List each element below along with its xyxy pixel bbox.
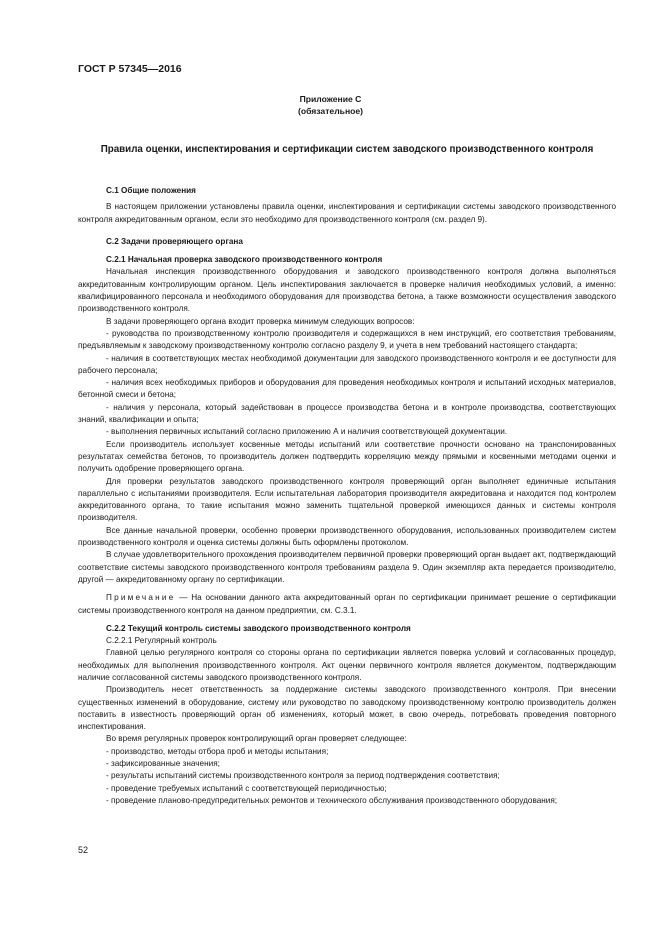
list-item: - выполнения первичных испытаний согласно приложению А и наличия соответствующей документации. [106, 427, 508, 437]
paragraph: Все данные начальной проверки, особенно проверки производственного оборудования, использованных производителем систем производственного контроля и оценка системы должны быть оформлены протоколом. [78, 525, 616, 548]
paragraph: Начальная инспекция производственного оборудования и заводского производственного контроля должна выполняться аккредитованным контролирующим органом. Цель инспектирования заключается в проверке наличия необходимых условий, а именно: квалифицированного персонала и необходимого оборудования для производства бетона, а также возможности осуществления заводского производственного контроля. [78, 267, 616, 314]
appendix-title: Правила оценки, инспектирования и сертификации систем заводского производственного контроля [100, 144, 594, 155]
subsection-heading: С.2.2 Текущий контроль системы заводского производственного контроля [106, 623, 411, 633]
list-item: - производство, методы отбора проб и методы испытания; [106, 746, 329, 756]
paragraph: Производитель несет ответственность за поддержание системы заводского производственного контроля. При внесении существенных изменений в оборудование, систему или руководство по заводскому производственному контролю производитель должен поставить в известность проверяющий орган об изменениях, который может, в свою очередь, потребовать проведения повторного инспектирования. [78, 685, 616, 732]
subsection-heading: С.2.1 Начальная проверка заводского производственного контроля [106, 255, 383, 265]
standard-id: ГОСТ Р 57345—2016 [78, 63, 182, 75]
section-heading: С.2 Задачи проверяющего органа [106, 236, 243, 246]
list-item: - результаты испытаний системы производственного контроля за период подтверждения соответствия; [106, 771, 500, 781]
list-item: - наличия у персонала, который задействован в процессе производства бетона и в контроле производства, соответствующих знаний, квалификации и опыта; [78, 402, 616, 425]
appendix-status: (обязательное) [297, 106, 364, 116]
list-item: - зафиксированные значения; [106, 759, 220, 769]
note [78, 592, 616, 617]
document-body [78, 185, 616, 807]
list-item: - наличия в соответствующих местах необходимой документации для заводского производственного контроля и ее доступности для рабочего персонала; [78, 353, 616, 375]
appendix-label: Приложение С [299, 94, 362, 104]
paragraph: Для проверки результатов заводского производственного контроля проверяющий орган выполняет единичные испытания параллельно с испытаниями производителя. Если испытательная лаборатория производителя аккредитована и находится под контролем аккредитованного органа, то такие испытания можно заменить тщательной проверкой имеющихся данных и системы контроля производителя. [78, 476, 616, 523]
paragraph: В настоящем приложении установлены правила оценки, инспектирования и сертификации системы заводского производственного контроля аккредитованным органом, если это необходимо для производственного контроля (см. раздел 9). [78, 202, 616, 224]
note-text: — На основании данного акта аккредитованный орган по сертификации принимает решение о сертификации системы производственного контроля на данном предприятии, см. С.3.1. [78, 593, 616, 615]
paragraph: В задачи проверяющего органа входит проверка минимум следующих вопросов: [106, 316, 415, 326]
paragraph: Во время регулярных проверок контролирующий орган проверяет следующее: [106, 734, 407, 744]
subsubsection-heading: С.2.2.1 Регулярный контроль [106, 636, 217, 646]
page-number: 52 [78, 845, 89, 855]
list-item: - руководства по производственному контролю производителя и содержащихся в нем инструкций, его соответствия требованиям, предъявляемым к заводскому производственному контролю согласно разделу 9, и учета в нем требований настоящего стандарта; [78, 328, 616, 351]
note-label: Примечание [106, 593, 176, 603]
paragraph: Главной целью регулярного контроля со стороны органа по сертификации является поверка условий и согласованных процедур, необходимых для выполнения производственного контроля. Акт оценки первичного контроля является документом, подтверждающим наличие согласованной системы заводского производственного контроля. [78, 648, 616, 682]
paragraph: В случае удовлетворительного прохождения производителем первичной проверки проверяющий орган выдает акт, подтверждающий соответствие системы заводского производственного контроля требованиям раздела 9. Один экземпляр акта передается производителю, другой — аккредитованному органу по сертификации. [78, 550, 616, 584]
paragraph: Если производитель использует косвенные методы испытаний или соответствие прочности основано на транспонированных результатах семейства бетонов, то производитель должен подтвердить корреляцию между прямыми и косвенными методами оценки и получить одобрение проверяющего органа. [78, 439, 616, 474]
list-item: - проведение требуемых испытаний с соответствующей периодичностью; [106, 783, 387, 793]
list-item: - наличия всех необходимых приборов и оборудования для проведения необходимых контроля и испытаний исходных материалов, бетонной смеси и бетона; [78, 378, 616, 400]
list-item: - проведение планово-предупредительных ремонтов и технического обслуживания производственного оборудования; [106, 795, 558, 805]
section-heading: С.1 Общие положения [106, 186, 196, 195]
